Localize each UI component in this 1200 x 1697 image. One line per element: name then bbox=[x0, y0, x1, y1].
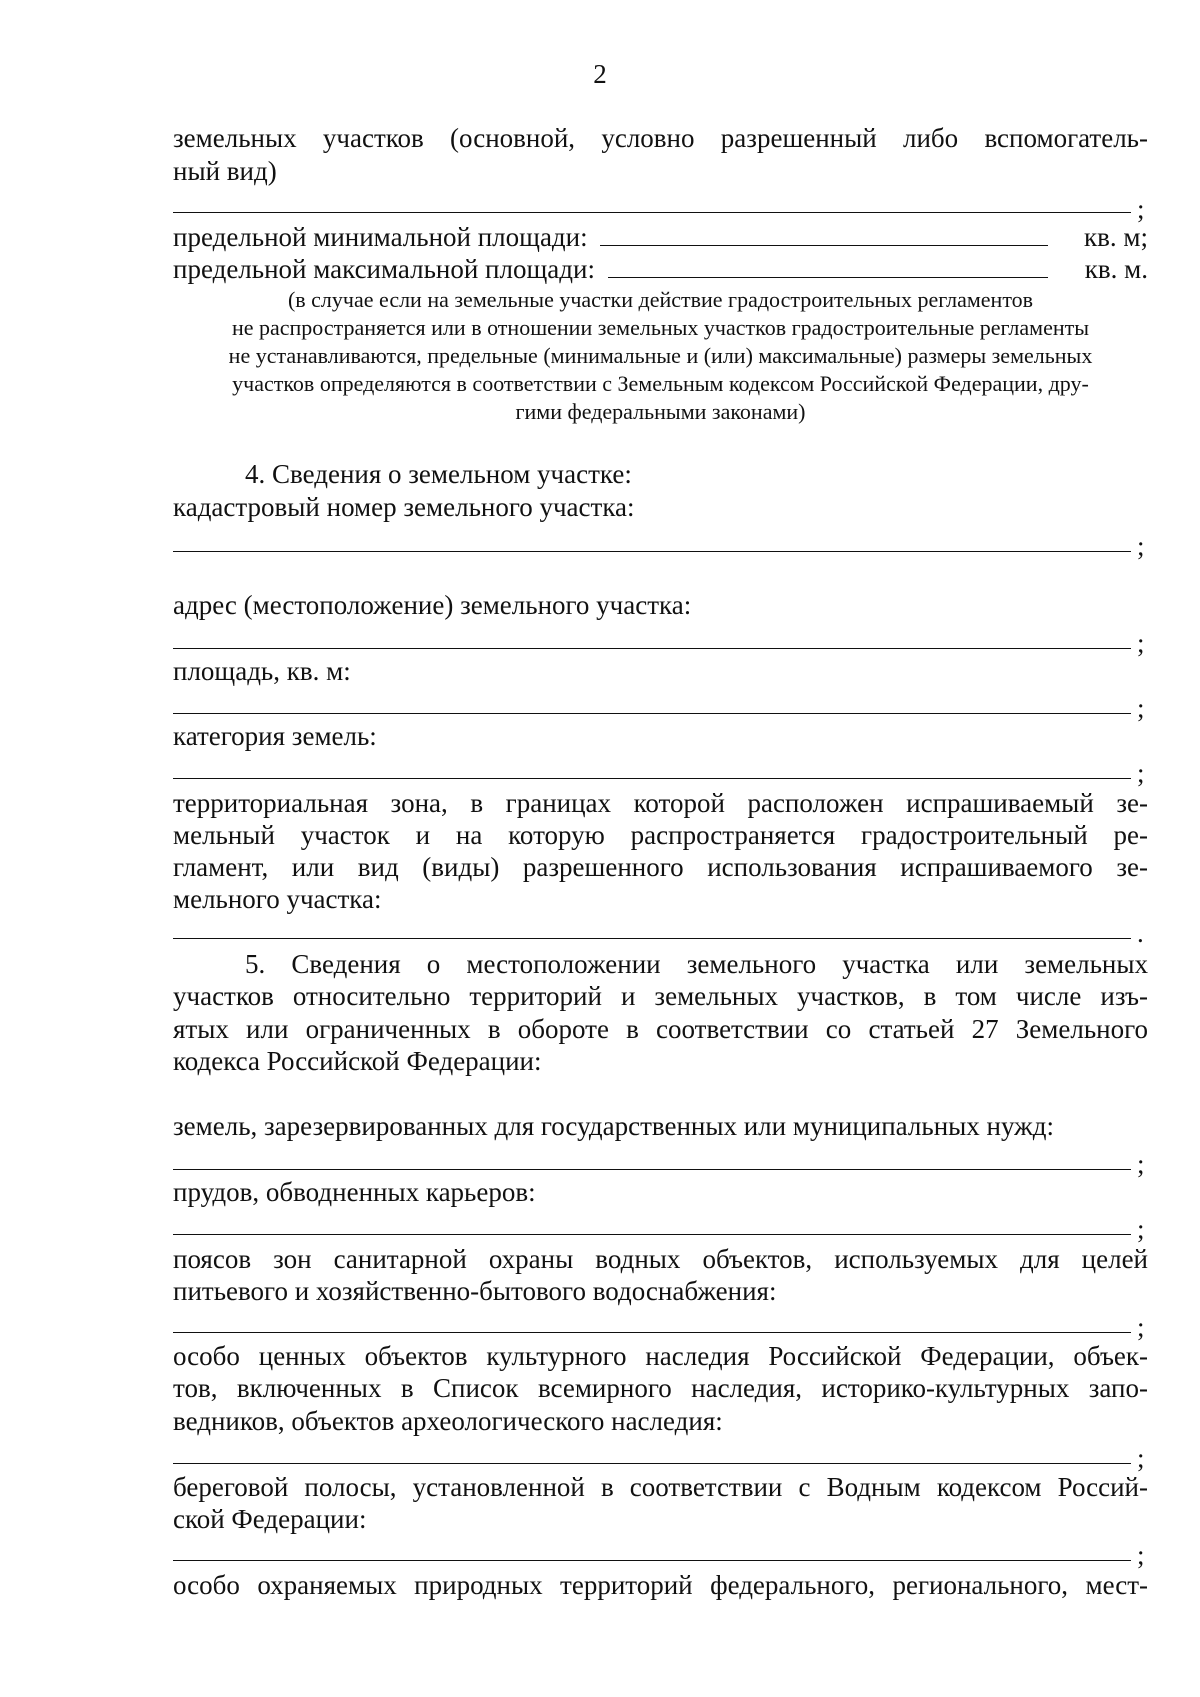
period: . bbox=[1137, 918, 1144, 948]
semicolon: ; bbox=[1137, 758, 1145, 788]
heritage-line-1: особо ценных объектов культурного наследия Российской Федерации, объек- bbox=[173, 1341, 1148, 1371]
fill-line-use-type[interactable] bbox=[173, 212, 1131, 213]
note-line-4: участков определяются в соответствии с Земельным кодексом Российской Федерации, дру- bbox=[232, 371, 1089, 396]
zone-line-1: территориальная зона, в границах которой расположен испрашиваемый зе- bbox=[173, 788, 1148, 818]
fill-line-reserved[interactable] bbox=[173, 1169, 1131, 1170]
semicolon: ; bbox=[1137, 1540, 1145, 1570]
address-label: адрес (местоположение) земельного участка: bbox=[173, 590, 692, 620]
heritage-line-3: ведников, объектов археологического наследия: bbox=[173, 1406, 723, 1436]
sanitary-line-2: питьевого и хозяйственно-бытового водоснабжения: bbox=[173, 1276, 777, 1306]
intro-line-1: земельных участков (основной, условно разрешенный либо вспомогатель- bbox=[173, 123, 1148, 153]
note-line-3: не устанавливаются, предельные (минимальные и (или) максимальные) размеры земельных bbox=[228, 343, 1093, 368]
note-line-2: не распространяется или в отношении земельных участков градостроительные регламенты bbox=[231, 315, 1090, 340]
coastal-line-1: береговой полосы, установленной в соответствии с Водным кодексом Россий- bbox=[173, 1472, 1148, 1502]
fill-line-coastal[interactable] bbox=[173, 1560, 1131, 1561]
section-5-line-1: 5. Сведения о местоположении земельного участка или земельных bbox=[245, 949, 1148, 979]
fill-line-heritage[interactable] bbox=[173, 1463, 1131, 1464]
intro-line-2: ный вид) bbox=[173, 156, 277, 186]
section-4-heading: 4. Сведения о земельном участке: bbox=[245, 459, 632, 489]
zone-line-2: мельный участок и на которую распространяется градостроительный ре- bbox=[173, 820, 1148, 850]
max-area-label: предельной максимальной площади: bbox=[173, 254, 595, 284]
sanitary-line-1: поясов зон санитарной охраны водных объектов, используемых для целей bbox=[173, 1244, 1148, 1274]
min-area-field[interactable] bbox=[600, 221, 1048, 246]
reserved-lands-label: земель, зарезервированных для государственных или муниципальных нужд: bbox=[173, 1111, 1055, 1141]
protected-line-1: особо охраняемых природных территорий федерального, регионального, мест- bbox=[173, 1570, 1148, 1600]
semicolon: ; bbox=[1137, 531, 1145, 561]
zone-line-4: мельного участка: bbox=[173, 884, 382, 914]
max-area-unit: кв. м. bbox=[1084, 254, 1148, 284]
section-5-line-3: ятых или ограниченных в обороте в соответствии со статьей 27 Земельного bbox=[173, 1014, 1148, 1044]
fill-line-address[interactable] bbox=[173, 648, 1131, 649]
min-area-row bbox=[173, 221, 1148, 253]
note-line-1: (в случае если на земельные участки действие градостроительных регламентов bbox=[287, 287, 1034, 312]
area-label: площадь, кв. м: bbox=[173, 656, 351, 686]
page-number: 2 bbox=[593, 59, 607, 89]
category-label: категория земель: bbox=[173, 721, 377, 751]
fill-line-area[interactable] bbox=[173, 713, 1131, 714]
fill-line-sanitary[interactable] bbox=[173, 1332, 1131, 1333]
max-area-field[interactable] bbox=[608, 253, 1048, 278]
section-5-line-2: участков относительно территорий и земельных участков, в том числе изъ- bbox=[173, 981, 1148, 1011]
min-area-unit: кв. м; bbox=[1084, 222, 1148, 252]
zone-line-3: гламент, или вид (виды) разрешенного использования испрашиваемого зе- bbox=[173, 852, 1148, 882]
coastal-line-2: ской Федерации: bbox=[173, 1504, 367, 1534]
semicolon: ; bbox=[1137, 1214, 1145, 1244]
min-area-label: предельной минимальной площади: bbox=[173, 222, 588, 252]
heritage-line-2: тов, включенных в Список всемирного наследия, историко-культурных запо- bbox=[173, 1373, 1148, 1403]
ponds-label: прудов, обводненных карьеров: bbox=[173, 1177, 536, 1207]
fill-line-zone[interactable] bbox=[173, 938, 1131, 939]
section-5-line-4: кодекса Российской Федерации: bbox=[173, 1046, 542, 1076]
semicolon: ; bbox=[1137, 1443, 1145, 1473]
fill-line-cadastral[interactable] bbox=[173, 551, 1131, 552]
note-line-5: гими федеральными законами) bbox=[515, 399, 806, 424]
semicolon: ; bbox=[1137, 1149, 1145, 1179]
semicolon: ; bbox=[1137, 1312, 1145, 1342]
semicolon: ; bbox=[1137, 628, 1145, 658]
fill-line-category[interactable] bbox=[173, 778, 1131, 779]
semicolon: ; bbox=[1137, 194, 1145, 224]
fill-line-ponds[interactable] bbox=[173, 1234, 1131, 1235]
max-area-row bbox=[173, 253, 1148, 285]
semicolon: ; bbox=[1137, 693, 1145, 723]
cadastral-label: кадастровый номер земельного участка: bbox=[173, 492, 635, 522]
